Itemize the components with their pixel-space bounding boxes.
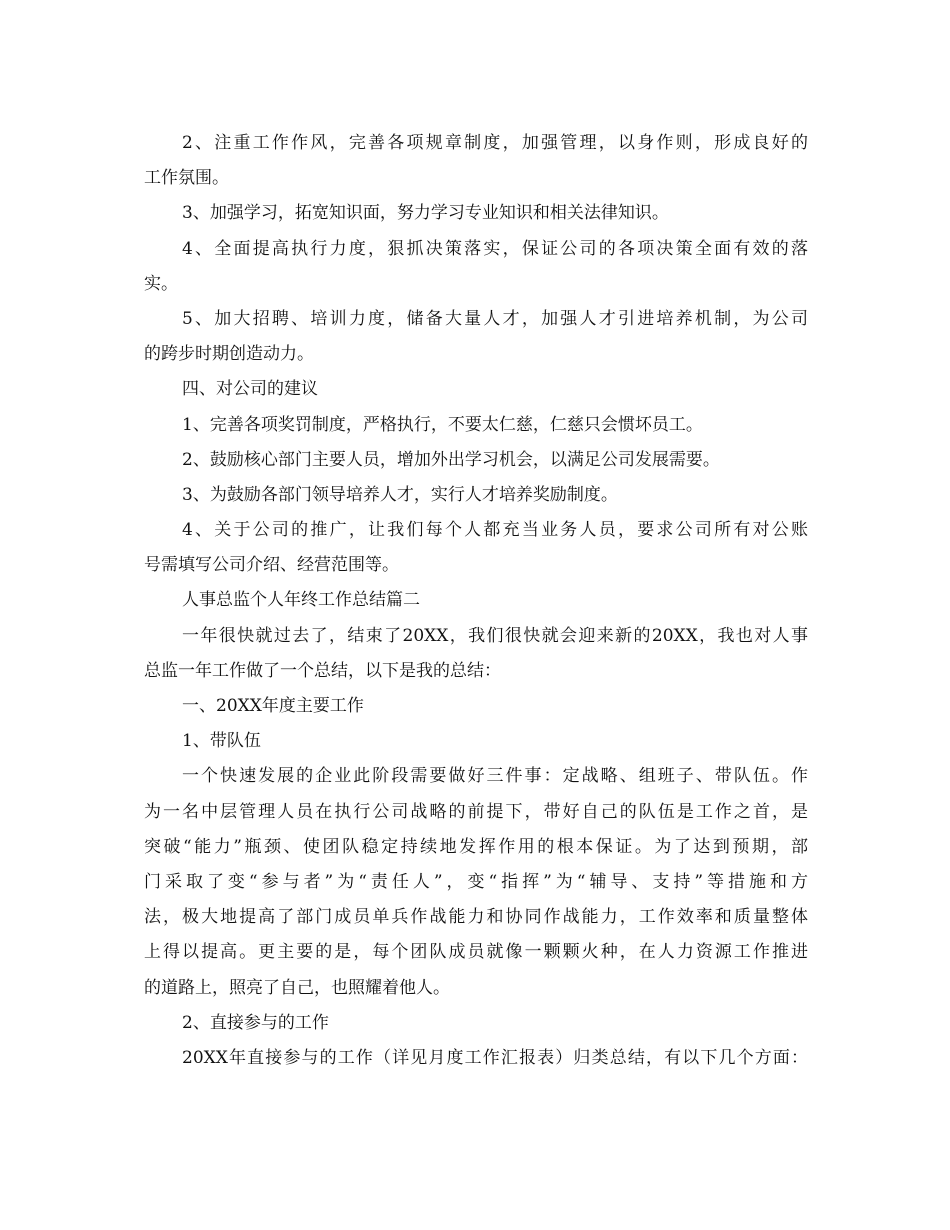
text-line: 为一名中层管理人员在执行公司战略的前提下，带好自己的队伍是工作之首，是 (144, 801, 808, 822)
document-body (144, 126, 808, 1076)
text-line: 1、完善各项奖罚制度，严格执行，不要太仁慈，仁慈只会惯坏员工。 (182, 414, 703, 435)
text-line: 突破“能力”瓶颈、使团队稳定持续地发挥作用的根本保证。为了达到预期，部 (144, 836, 808, 857)
text-line: 的道路上，照亮了自己，也照耀着他人。 (144, 977, 450, 998)
text-line: 上得以提高。更主要的是，每个团队成员就像一颗颗火种，在人力资源工作推进 (144, 942, 808, 963)
text-line: 2、直接参与的工作 (182, 1012, 329, 1033)
text-line: 工作氛围。 (144, 168, 229, 189)
text-line: 5、加大招聘、培训力度，储备大量人才，加强人才引进培养机制，为公司 (182, 308, 808, 329)
text-line: 3、为鼓励各部门领导培养人才，实行人才培养奖励制度。 (182, 484, 618, 505)
text-line: 3、加强学习，拓宽知识面，努力学习专业知识和相关法律知识。 (182, 203, 669, 224)
text-line: 20XX年直接参与的工作（详见月度工作汇报表）归类总结，有以下几个方面： (182, 1047, 808, 1068)
text-line: 门采取了变“参与者”为“责任人”，变“指挥”为“辅导、支持”等措施和方 (144, 871, 808, 892)
text-line: 4、关于公司的推广，让我们每个人都充当业务人员，要求公司所有对公账 (182, 520, 808, 541)
text-line: 号需填写公司介绍、经营范围等。 (144, 555, 399, 576)
text-line: 4、全面提高执行力度，狠抓决策落实，保证公司的各项决策全面有效的落 (182, 238, 808, 259)
text-line: 一年很快就过去了，结束了20XX，我们很快就会迎来新的20XX，我也对人事 (182, 625, 808, 646)
text-line: 的跨步时期创造动力。 (144, 344, 314, 365)
text-line: 四、对公司的建议 (182, 379, 318, 400)
text-line: 实。 (144, 273, 178, 294)
text-line: 一个快速发展的企业此阶段需要做好三件事：定战略、组班子、带队伍。作 (182, 766, 808, 787)
text-line: 法，极大地提高了部门成员单兵作战能力和协同作战能力，工作效率和质量整体 (144, 907, 808, 928)
text-line: 2、注重工作作风，完善各项规章制度，加强管理，以身作则，形成良好的 (182, 133, 808, 153)
text-line: 2、鼓励核心部门主要人员，增加外出学习机会，以满足公司发展需要。 (182, 449, 720, 470)
text-line: 1、带队伍 (182, 731, 261, 752)
text-line: 人事总监个人年终工作总结篇二 (182, 590, 420, 611)
text-line: 总监一年工作做了一个总结，以下是我的总结： (144, 660, 501, 681)
text-line: 一、20XX年度主要工作 (182, 696, 364, 716)
